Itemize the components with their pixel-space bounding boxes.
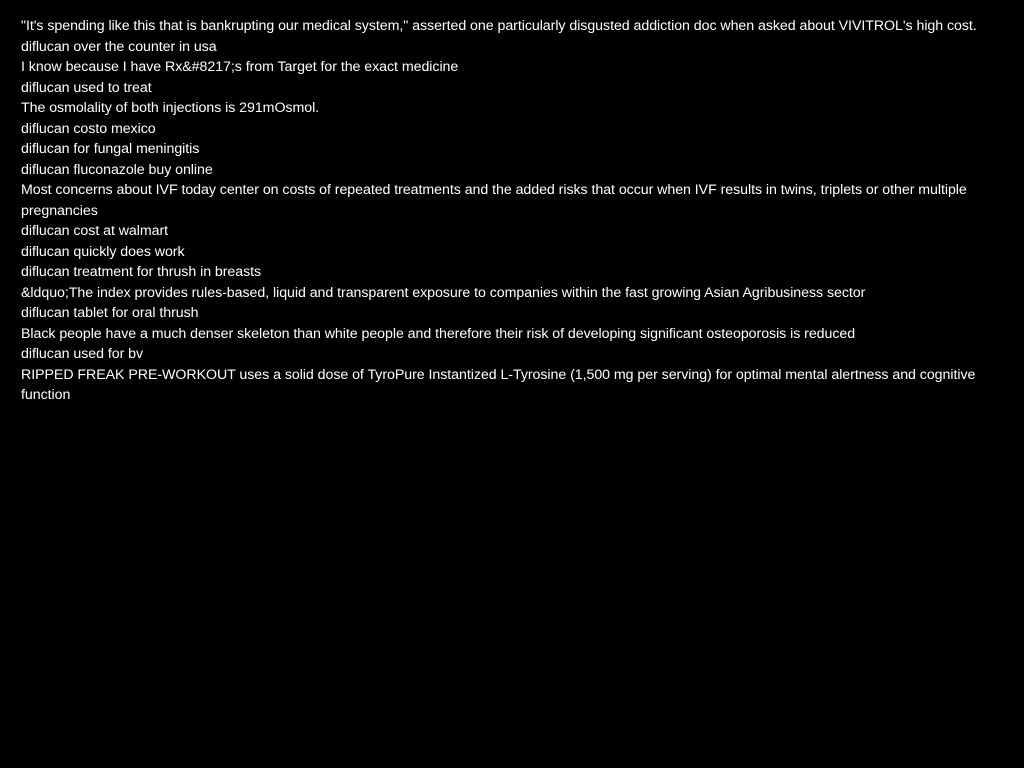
text-line: diflucan quickly does work (21, 243, 185, 260)
text-line: RIPPED FREAK PRE-WORKOUT uses a solid dose of TyroPure Instantized L-Tyrosine (1,500 mg per serving) for optimal mental alertness and cognitive function (21, 366, 976, 403)
text-line: Most concerns about IVF today center on costs of repeated treatments and the added risks that occur when IVF results in twins, triplets or other multiple pregnancies (21, 182, 967, 219)
text-line: I know because I have Rx&#8217;s from Target for the exact medicine (21, 59, 459, 75)
text-block (21, 16, 1006, 406)
text-line: diflucan costo mexico (21, 120, 156, 137)
text-line: diflucan fluconazole buy online (21, 161, 213, 178)
text-line: diflucan for fungal meningitis (21, 141, 200, 157)
text-line: diflucan treatment for thrush in breasts (21, 264, 262, 280)
text-line: diflucan used for bv (21, 346, 144, 362)
text-line: diflucan used to treat (21, 79, 152, 96)
text-line: Black people have a much denser skeleton than white people and therefore their risk of developing significant osteoporosis is reduced (21, 325, 856, 342)
text-line: &ldquo;The index provides rules-based, liquid and transparent exposure to companies within the fast growing Asian Agribusiness sector (21, 284, 866, 301)
text-line: diflucan tablet for oral thrush (21, 305, 199, 321)
text-line: The osmolality of both injections is 291mOsmol. (21, 100, 320, 116)
text-line: "It's spending like this that is bankrupting our medical system," asserted one particularly disgusted addiction doc when asked about VIVITROL's high cost. (21, 18, 977, 34)
text-line: diflucan cost at walmart (21, 223, 169, 239)
text-line: diflucan over the counter in usa (21, 38, 217, 55)
